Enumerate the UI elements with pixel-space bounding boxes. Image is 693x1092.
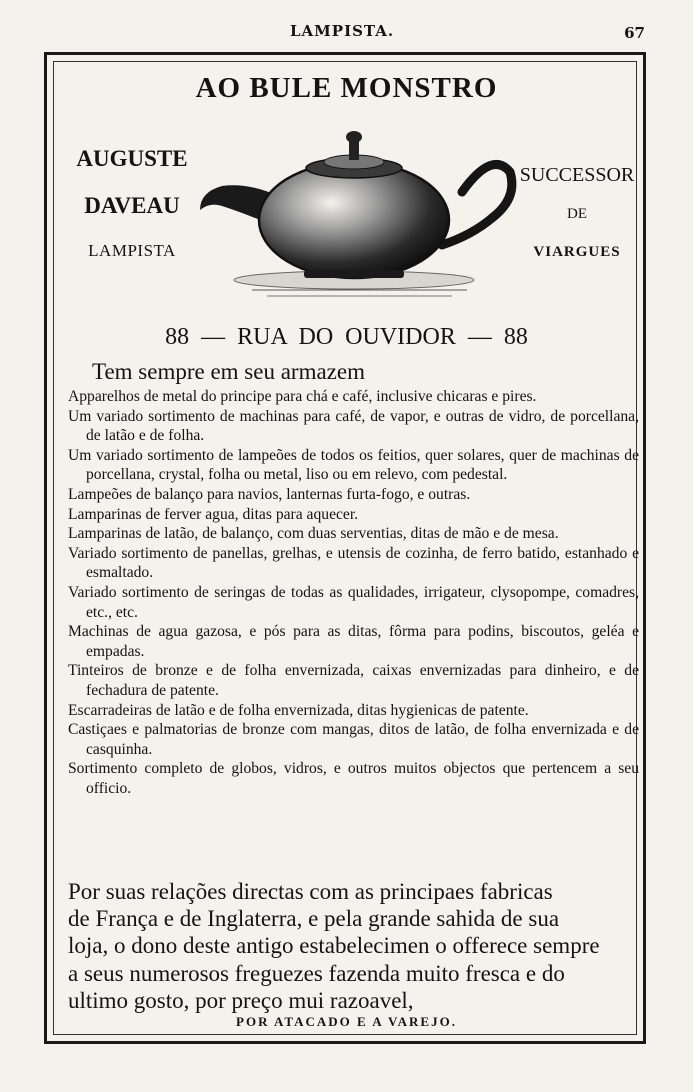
- list-item: Um variado sortimento de machinas para café, de vapor, e outras de vidro, de porcellana, de latão e de folha.: [68, 407, 639, 445]
- closing-line: a seus numerosos freguezes fazenda muito fresca e do: [68, 960, 565, 986]
- closing-line: loja, o dono deste antigo estabelecimen o offerece sempre: [68, 933, 600, 959]
- owner-last-name: DAVEAU: [84, 193, 180, 218]
- closing-line: de França e de Inglaterra, e pela grande sahida de sua: [68, 906, 560, 932]
- owner-role: LAMPISTA: [88, 241, 176, 260]
- list-item: Variado sortimento de seringas de todas as qualidades, irrigateur, clysopompe, comadres, etc., etc.: [68, 583, 639, 621]
- list-item: Variado sortimento de panellas, grelhas, e utensis de cozinha, de ferro batido, estanhado e esmaltado.: [68, 544, 639, 582]
- list-item: Castiçaes e palmatorias de bronze com mangas, ditos de latão, de folha envernizada e de casquinha.: [68, 721, 639, 758]
- running-head: [0, 22, 693, 46]
- teapot-knob: [346, 131, 362, 143]
- closing-line: ultimo gosto, por preço mui razoavel,: [68, 987, 414, 1013]
- running-title: LAMPISTA.: [290, 22, 395, 40]
- page-number: 67: [624, 24, 645, 42]
- closing-line: Por suas relações directas com as principaes fabricas: [68, 879, 553, 904]
- list-item: Lampeões de balanço para navios, lanternas furta-fogo, e outras.: [68, 485, 471, 503]
- list-item: Escarradeiras de latão e de folha envernizada, ditas hygienicas de patente.: [68, 701, 529, 719]
- successor-name: VIARGUES: [533, 244, 621, 260]
- list-item: Apparelhos de metal do principe para chá e café, inclusive chicaras e pires.: [68, 388, 537, 405]
- teapot-handle: [442, 164, 512, 245]
- list-item: Um variado sortimento de lampeões de todos os feitios, quer solares, quer de machinas de porcellana, crystal, folha ou metal, liso ou em relevo, com pedestal.: [68, 446, 639, 484]
- owner-first-name: AUGUSTE: [76, 146, 188, 171]
- teapot-base: [304, 270, 404, 278]
- list-item: Lamparinas de latão, de balanço, com duas serventias, ditas de mão e de mesa.: [68, 525, 559, 543]
- successor-label: SUCCESSOR: [519, 164, 635, 186]
- teapot-body: [259, 162, 449, 278]
- list-item: Sortimento completo de globos, vidros, e outros muitos objectos que pertencem a seu officio.: [68, 760, 639, 797]
- successor-preposition: DE: [567, 206, 587, 222]
- shop-name: AO BULE MONSTRO: [195, 72, 498, 104]
- teapot-illustration: [192, 120, 522, 315]
- sales-terms: POR ATACADO E A VAREJO.: [236, 1014, 457, 1029]
- list-item: Machinas de agua gazosa, e pós para as ditas, fôrma para podins, biscoutos, geléa e empadas.: [68, 623, 639, 660]
- list-item: Lamparinas de ferver agua, ditas para aquecer.: [68, 505, 359, 523]
- intro-line: Tem sempre em seu armazem: [92, 359, 365, 384]
- closing-paragraph: [68, 878, 641, 1014]
- list-item: Tinteiros de bronze e de folha envernizada, caixas envernizadas para dinheiro, e de fechadura de patente.: [68, 662, 639, 699]
- item-list: [68, 387, 639, 798]
- street-address: 88 — RUA DO OUVIDOR — 88: [165, 324, 528, 350]
